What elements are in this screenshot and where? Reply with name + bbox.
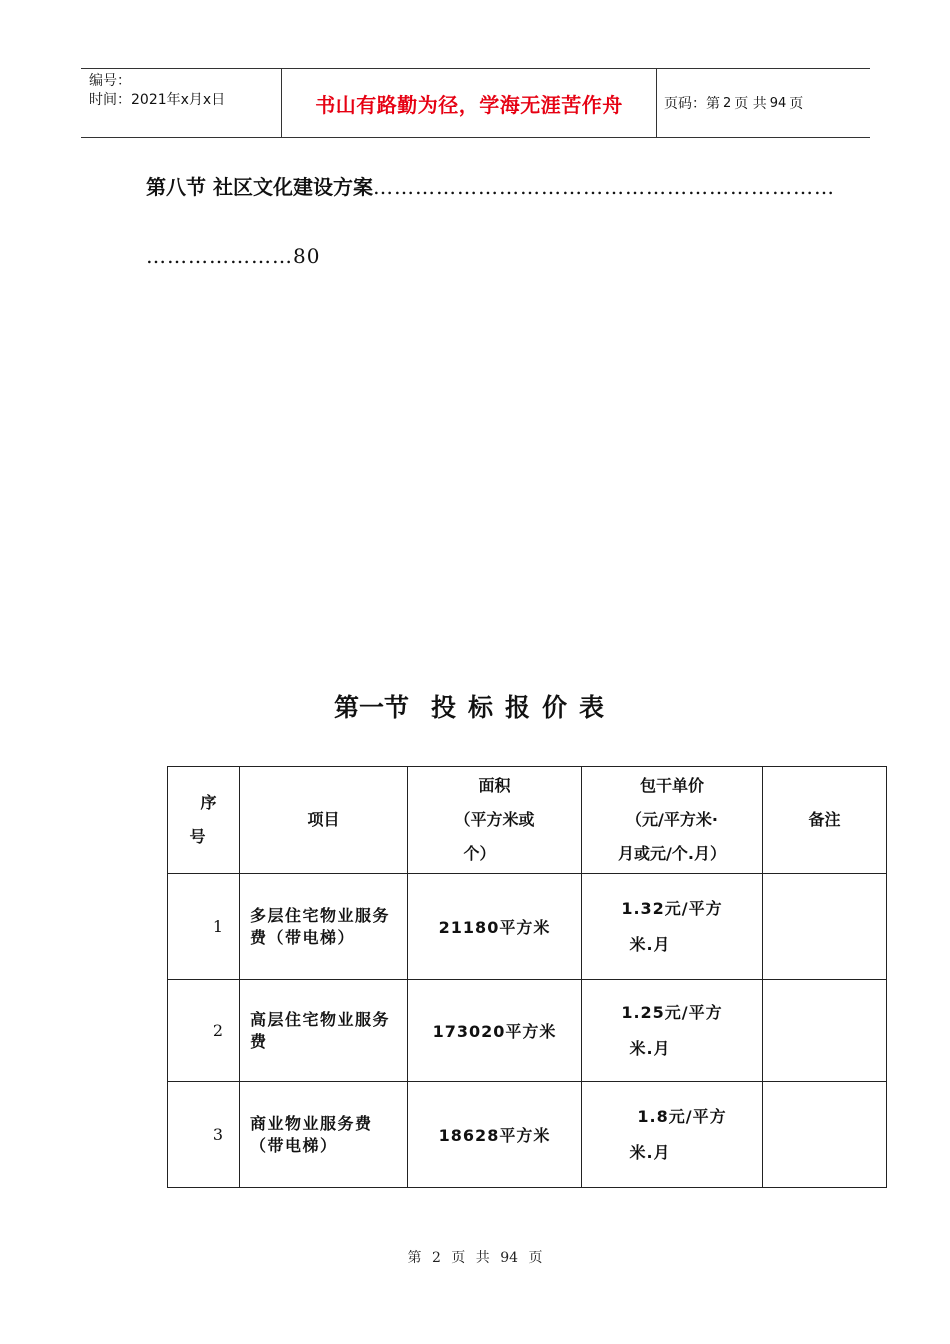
toc-entry-title: 第八节 社区文化建设方案 xyxy=(146,175,373,199)
page-header xyxy=(81,68,870,138)
doc-number-label: 编号： xyxy=(89,73,131,89)
header-seq-line2: 号 xyxy=(189,827,206,846)
header-note: 备注 xyxy=(763,767,887,874)
header-item: 项目 xyxy=(240,767,408,874)
header-motto: 书山有路勤为径，学海无涯苦作舟 xyxy=(315,92,623,117)
row-area: 21180平方米 xyxy=(408,874,582,980)
toc-dots: ………………………………………………………… xyxy=(372,175,835,199)
row-item: 商业物业服务费（带电梯） xyxy=(240,1082,408,1188)
header-motto-cell xyxy=(281,69,657,137)
header-meta xyxy=(81,69,281,137)
page-prefix: 页码：第 xyxy=(664,96,720,112)
section-title xyxy=(0,688,950,724)
header-page-info xyxy=(655,69,870,137)
header-area-line1: 面积 xyxy=(478,776,511,795)
table-row xyxy=(168,980,887,1082)
row-note xyxy=(763,1082,887,1188)
row-seq: 2 xyxy=(168,980,240,1082)
row-price-line2: 米.月 xyxy=(629,934,671,954)
header-price-line3: 月或元/个.月） xyxy=(618,844,726,863)
section-title-prefix: 第一节 xyxy=(333,693,409,722)
toc-entry-page: …………………80 xyxy=(146,244,321,268)
row-area: 18628平方米 xyxy=(408,1082,582,1188)
row-area: 173020平方米 xyxy=(408,980,582,1082)
header-area xyxy=(408,767,582,874)
doc-date: 时间：2021年x月x日 xyxy=(89,92,226,108)
row-price-line1: 1.25元/平方 xyxy=(621,1002,723,1022)
header-area-line2: （平方米或 xyxy=(454,810,535,829)
page-suffix: 页 xyxy=(789,96,804,112)
page-footer: 第 2 页 共 94 页 xyxy=(407,1250,543,1266)
header-price-line1: 包干单价 xyxy=(639,776,704,795)
page-mid: 页 共 xyxy=(734,96,767,112)
row-item: 高层住宅物业服务费 xyxy=(240,980,408,1082)
header-area-line3: 个） xyxy=(463,844,496,863)
header-price xyxy=(582,767,763,874)
row-price-line1: 1.32元/平方 xyxy=(621,898,723,918)
header-seq-line1: 序 xyxy=(200,793,217,812)
row-item: 多层住宅物业服务费（带电梯） xyxy=(240,874,408,980)
header-seq xyxy=(168,767,240,874)
row-price-line2: 米.月 xyxy=(629,1142,671,1162)
row-price-line1: 1.8元/平方 xyxy=(637,1106,727,1126)
table-header-row xyxy=(168,767,887,874)
row-seq: 3 xyxy=(168,1082,240,1188)
row-price xyxy=(582,874,763,980)
row-price-line2: 米.月 xyxy=(629,1038,671,1058)
header-price-line2: （元/平方米· xyxy=(626,810,718,829)
row-note xyxy=(763,980,887,1082)
table-row xyxy=(168,874,887,980)
toc-entry xyxy=(146,171,835,200)
section-title-main: 投标报价表 xyxy=(431,693,617,722)
page-total: 94 xyxy=(769,95,787,111)
table-row xyxy=(168,1082,887,1188)
row-note xyxy=(763,874,887,980)
row-price xyxy=(582,980,763,1082)
row-price xyxy=(582,1082,763,1188)
bid-quote-table xyxy=(167,766,887,1188)
row-seq: 1 xyxy=(168,874,240,980)
page-number: 2 xyxy=(723,95,732,111)
